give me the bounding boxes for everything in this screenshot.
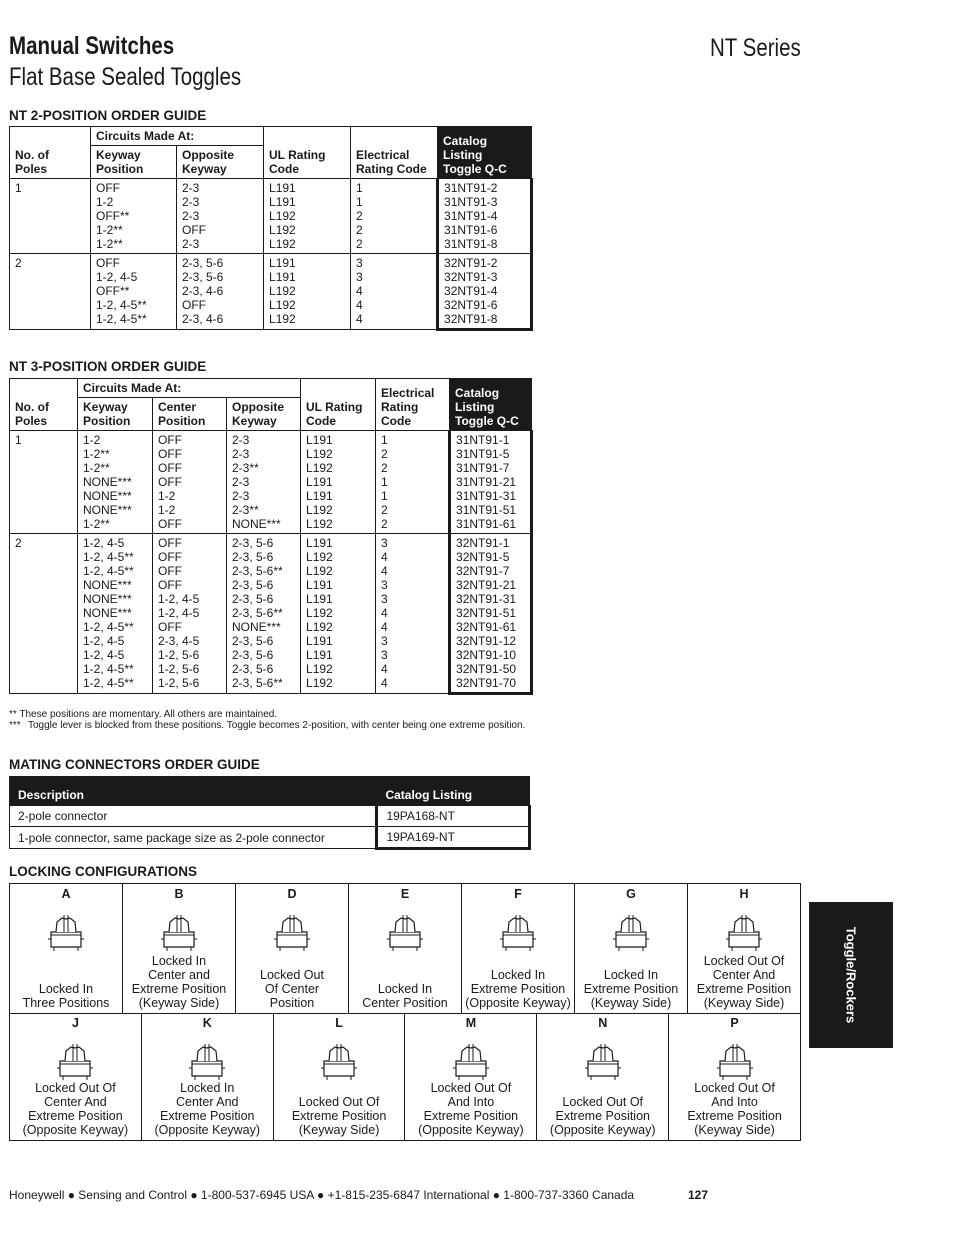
toggle-lock-diagram-icon (585, 1041, 621, 1081)
config-label: Locked Out Of Center And Extreme Position (Keyway Side) (696, 954, 792, 1010)
opposite-cell: 2-3, 5-6 2-3, 5-6 2-3, 4-6 OFF 2-3, 4-6 (177, 254, 264, 330)
opposite-cell: 2-3, 5-6 2-3, 5-6 2-3, 5-6** 2-3, 5-6 2-3, 5-6 2-3, 5-6** NONE*** 2-3, 5-6 2-3, 5-6 2-3, 5-6 2-3, 5-6** (227, 534, 301, 694)
elec-cell: 3 4 4 3 3 4 4 3 3 4 4 (376, 534, 450, 694)
toggle-lock-diagram-icon (189, 1041, 225, 1081)
locking-config-d (236, 884, 349, 1013)
header-elec: Electrical Rating Code (351, 127, 438, 179)
config-label: Locked Out Of Extreme Position (Keyway Side) (291, 1095, 387, 1137)
config-letter: E (400, 887, 410, 901)
config-letter: F (514, 887, 522, 901)
config-letter: J (71, 1016, 79, 1030)
config-label: Locked In Three Positions (22, 982, 110, 1010)
mating-section-title: MATING CONNECTORS ORDER GUIDE (9, 757, 260, 772)
poles-cell: 2 (10, 254, 91, 330)
toggle-lock-diagram-icon (274, 912, 310, 952)
header-keyway: Keyway Position (78, 398, 153, 431)
locking-config-a (10, 884, 123, 1013)
table-row (10, 254, 532, 330)
mating-table (9, 776, 531, 850)
header-catalog: Catalog Listing Toggle Q-C (450, 379, 532, 431)
locking-config-j (10, 1013, 142, 1140)
toggle-lock-diagram-icon (613, 912, 649, 952)
table-row (10, 534, 532, 694)
config-label: Locked In Center and Extreme Position (Keyway Side) (131, 954, 227, 1010)
center-cell: OFF OFF OFF OFF 1-2 1-2 OFF (153, 431, 227, 534)
toggle-lock-diagram-icon (321, 1041, 357, 1081)
header-circuits: Circuits Made At: (91, 127, 264, 146)
toggle-lock-diagram-icon (726, 912, 762, 952)
catalog-cell: 32NT91-2 32NT91-3 32NT91-4 32NT91-6 32NT91-8 (438, 254, 532, 330)
table-row (10, 827, 530, 849)
config-letter: H (739, 887, 749, 901)
footnote-blocked: Toggle lever is blocked from these positions. Toggle becomes 2-position, with center being one extreme position. (28, 720, 526, 731)
config-label: Locked Out Of Extreme Position (Opposite Keyway) (549, 1095, 656, 1137)
header-center: Center Position (153, 398, 227, 431)
header-ul: UL Rating Code (301, 379, 376, 431)
toggle-lock-diagram-icon (453, 1041, 489, 1081)
toggle-lock-diagram-icon (57, 1041, 93, 1081)
keyway-cell: 1-2, 4-5 1-2, 4-5** 1-2, 4-5** NONE*** NONE*** NONE*** 1-2, 4-5** 1-2, 4-5 1-2, 4-5 1-2, 4-5** 1-2, 4-5** (78, 534, 153, 694)
nt3-section-title: NT 3-POSITION ORDER GUIDE (9, 359, 207, 374)
config-letter: L (335, 1016, 343, 1030)
toggle-lock-diagram-icon (48, 912, 84, 952)
config-label: Locked Out Of Center Position (260, 968, 324, 1010)
ul-cell: L191 L192 L192 L191 L191 L192 L192 L191 L191 L192 L192 (301, 534, 376, 694)
config-letter: G (626, 887, 636, 901)
config-letter: K (202, 1016, 212, 1030)
header-opposite: Opposite Keyway (177, 146, 264, 179)
header-poles: No. of Poles (10, 379, 78, 431)
config-label: Locked In Center And Extreme Position (Opposite Keyway) (154, 1081, 261, 1137)
header-ul: UL Rating Code (264, 127, 351, 179)
locking-config-g (575, 884, 688, 1013)
toggle-lock-diagram-icon (500, 912, 536, 952)
nt3-order-table (9, 378, 533, 695)
ul-cell: L191 L191 L192 L192 L192 (264, 254, 351, 330)
nt2-section-title: NT 2-POSITION ORDER GUIDE (9, 108, 207, 123)
locking-config-h (688, 884, 800, 1013)
locking-row-2 (9, 1013, 801, 1141)
config-label: Locked In Extreme Position (Keyway Side) (583, 968, 679, 1010)
table-row (10, 806, 530, 827)
locking-config-m (405, 1013, 537, 1140)
config-label: Locked Out Of And Into Extreme Position (Keyway Side) (687, 1081, 782, 1137)
header-description: Description (10, 777, 377, 806)
keyway-cell: 1-2 1-2** 1-2** NONE*** NONE*** NONE*** 1-2** (78, 431, 153, 534)
locking-row-1 (9, 883, 801, 1014)
locking-config-b (123, 884, 236, 1013)
header-circuits: Circuits Made At: (78, 379, 301, 398)
config-label: Locked Out Of Center And Extreme Position (Opposite Keyway) (22, 1081, 129, 1137)
locking-config-n (537, 1013, 669, 1140)
elec-cell: 1 1 2 2 2 (351, 179, 438, 254)
locking-config-e (349, 884, 462, 1013)
header-catalog: Catalog Listing (377, 777, 530, 806)
config-letter: B (174, 887, 184, 901)
ul-cell: L191 L192 L192 L191 L191 L192 L192 (301, 431, 376, 534)
table-row (10, 179, 532, 254)
config-label: Locked In Extreme Position (Opposite Keyway) (465, 968, 571, 1010)
config-letter: M (465, 1016, 477, 1030)
toggle-lock-diagram-icon (717, 1041, 753, 1081)
catalog-cell: 32NT91-1 32NT91-5 32NT91-7 32NT91-21 32NT91-31 32NT91-51 32NT91-61 32NT91-12 32NT91-10 32NT91-50 32NT91-70 (450, 534, 532, 694)
elec-cell: 3 3 4 4 4 (351, 254, 438, 330)
toggle-lock-diagram-icon (387, 912, 423, 952)
locking-config-f (462, 884, 575, 1013)
config-letter: A (61, 887, 71, 901)
poles-cell: 1 (10, 179, 91, 254)
config-label: Locked In Center Position (362, 982, 448, 1010)
nt2-order-table (9, 126, 533, 331)
footer-contact: Honeywell ● Sensing and Control ● 1-800-537-6945 USA ● +1-815-235-6847 International ● 1-800-737-3360 Canada (9, 1188, 635, 1202)
keyway-cell: OFF 1-2 OFF** 1-2** 1-2** (91, 179, 177, 254)
header-poles: No. of Poles (10, 127, 91, 179)
locking-config-k (142, 1013, 274, 1140)
catalog-cell: 19PA168-NT (377, 806, 530, 827)
description-cell: 2-pole connector (10, 806, 377, 827)
catalog-cell: 31NT91-1 31NT91-5 31NT91-7 31NT91-21 31NT91-31 31NT91-51 31NT91-61 (450, 431, 532, 534)
description-cell: 1-pole connector, same package size as 2-pole connector (10, 827, 377, 849)
header-opposite: Opposite Keyway (227, 398, 301, 431)
header-elec: Electrical Rating Code (376, 379, 450, 431)
locking-config-p (669, 1013, 800, 1140)
catalog-cell: 19PA169-NT (377, 827, 530, 849)
config-letter: N (598, 1016, 608, 1030)
page-number: 127 (688, 1188, 709, 1202)
opposite-cell: 2-3 2-3 2-3 OFF 2-3 (177, 179, 264, 254)
config-letter: D (287, 887, 297, 901)
ul-cell: L191 L191 L192 L192 L192 (264, 179, 351, 254)
header-catalog: Catalog Listing Toggle Q-C (438, 127, 532, 179)
config-letter: P (730, 1016, 739, 1030)
config-label: Locked Out Of And Into Extreme Position (Opposite Keyway) (418, 1081, 524, 1137)
catalog-cell: 31NT91-2 31NT91-3 31NT91-4 31NT91-6 31NT91-8 (438, 179, 532, 254)
page-subtitle: Flat Base Sealed Toggles (9, 63, 242, 91)
series-name: NT Series (710, 34, 801, 62)
poles-cell: 2 (10, 534, 78, 694)
locking-config-l (274, 1013, 406, 1140)
header-keyway: Keyway Position (91, 146, 177, 179)
center-cell: OFF OFF OFF OFF 1-2, 4-5 1-2, 4-5 OFF 2-3, 4-5 1-2, 5-6 1-2, 5-6 1-2, 5-6 (153, 534, 227, 694)
footnote-momentary: ** These positions are momentary. All others are maintained. (9, 709, 278, 720)
locking-section-title: LOCKING CONFIGURATIONS (9, 864, 197, 879)
poles-cell: 1 (10, 431, 78, 534)
side-tab-label: Toggle/Rockers (843, 926, 859, 1024)
footnote-mark: *** (9, 720, 21, 731)
keyway-cell: OFF 1-2, 4-5 OFF** 1-2, 4-5** 1-2, 4-5** (91, 254, 177, 330)
table-row (10, 431, 532, 534)
elec-cell: 1 2 2 1 1 2 2 (376, 431, 450, 534)
section-side-tab (809, 902, 893, 1048)
page-title: Manual Switches (9, 32, 175, 60)
opposite-cell: 2-3 2-3 2-3** 2-3 2-3 2-3** NONE*** (227, 431, 301, 534)
toggle-lock-diagram-icon (161, 912, 197, 952)
